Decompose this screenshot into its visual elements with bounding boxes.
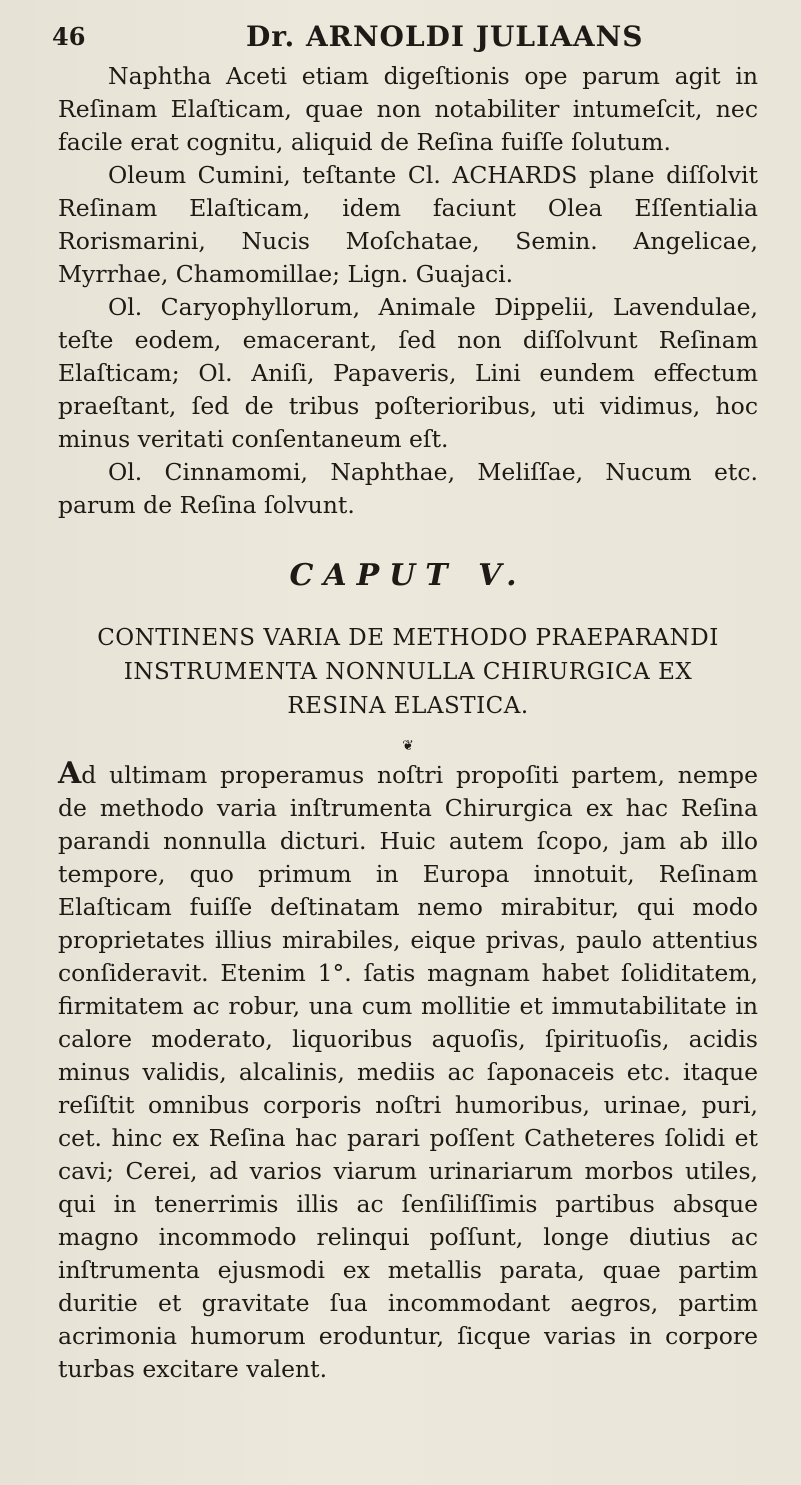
drop-cap: A	[58, 756, 82, 791]
paragraph-main	[58, 757, 758, 1386]
page-number: 46	[52, 22, 86, 51]
paragraph-caryophyllorum: Ol. Caryophyllorum, Animale Dippelii, Lavendulae, teſte eodem, emacerant, ſed non diſſolvunt Reſinam Elaſticam; Ol. Aniſi, Papaveris, Lini eundem effectum praeſtant, ſed de tribus poſterioribus, uti vidimus, hoc minus veritati conſentaneum eſt.	[58, 293, 758, 453]
paragraph-oleum-cumini: Oleum Cumini, teſtante Cl. ACHARDS plane diſſolvit Reſinam Elaſticam, idem faciunt Olea Eſſentialia Rorismarini, Nucis Moſchatae, Semin. Angelicae, Myrrhae, Chamomillae; Lign. Guajaci.	[58, 161, 758, 288]
paragraph-naphtha: Naphtha Aceti etiam digeſtionis ope parum agit in Reſinam Elaſticam, quae non notabiliter intumeſcit, nec facile erat cognitu, aliquid de Reſina fuiſſe ſolutum.	[58, 62, 758, 156]
paragraph-cinnamomi: Ol. Cinnamomi, Naphthae, Meliſſae, Nucum etc. parum de Reſina ſolvunt.	[58, 458, 758, 519]
chapter-heading	[58, 621, 758, 723]
ornament-icon: ❦	[402, 738, 414, 754]
page-header	[50, 12, 741, 52]
chapter-title: CAPUT V.	[289, 558, 527, 593]
running-head: Dr. ARNOLDI JULIAANS	[246, 20, 644, 53]
chapter-heading-line: RESINA ELASTICA.	[287, 693, 529, 719]
chapter-heading-line: INSTRUMENTA NONNULLA CHIRURGICA EX	[123, 659, 693, 685]
page-body	[58, 60, 758, 1386]
chapter-heading-line: CONTINENS VARIA DE METHODO PRAEPARANDI	[97, 625, 719, 651]
paragraph-main-text: d ultimam properamus noſtri propoſiti partem, nempe de methodo varia inſtrumenta Chirurgica ex hac Reſina parandi nonnulla dicturi. Huic autem ſcopo, jam ab illo tempore, quo primum in Europa innotuit, Reſinam Elaſticam fuiſſe deſtinatam nemo mirabitur, qui modo proprietates illius mirabiles, eique privas, paulo attentius conſideravit. Etenim 1°. ſatis magnam habet ſoliditatem, firmitatem ac robur, una cum mollitie et immutabilitate in calore moderato, liquoribus aquoſis, ſpirituoſis, acidis minus validis, alcalinis, mediis ac ſaponaceis etc. itaque reſiſtit omnibus corporis noſtri humoribus, urinae, puri, cet. hinc ex Reſina hac parari poſſent Catheteres ſolidi et cavi; Cerei, ad varios viarum urinariarum morbos utiles, qui in tenerrimis illis ac ſenſiliſſimis partibus absque magno incommodo relinqui poſſunt, longe diutius ac inſtrumenta ejusmodi ex metallis parata, quae partim duritie et gravitate ſua incommodant aegros, partim acrimonia humorum eroduntur, ſicque varias in corpore turbas excitare valent.	[58, 761, 758, 1383]
